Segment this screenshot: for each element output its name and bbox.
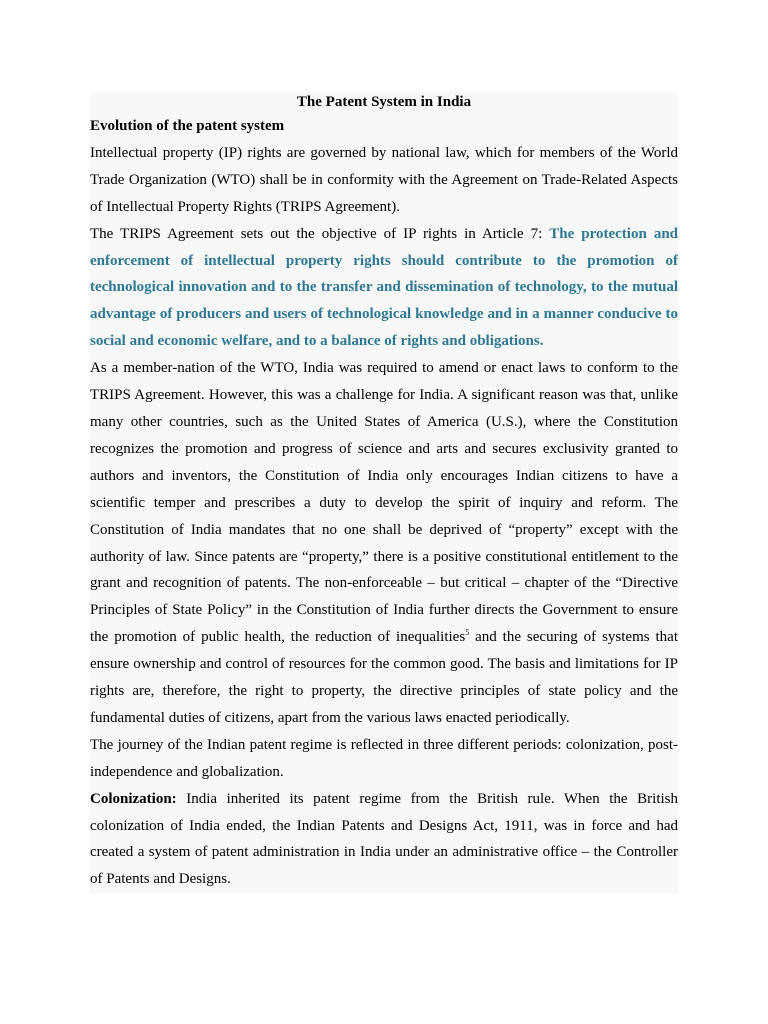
paragraph-trips-intro: The TRIPS Agreement sets out the objective of IP rights in Article 7:	[90, 225, 550, 242]
section-heading: Evolution of the patent system	[90, 118, 285, 134]
document-title: The Patent System in India	[296, 94, 472, 110]
paragraph-colonization	[90, 786, 678, 894]
colonization-label: Colonization:	[90, 790, 177, 807]
document-content	[90, 92, 678, 893]
paragraph-journey: The journey of the Indian patent regime is reflected in three different periods: colonization, post-independence and globalization.	[90, 736, 678, 780]
paragraph-ip-rights: Intellectual property (IP) rights are governed by national law, which for members of the World Trade Organization (WTO) shall be in conformity with the Agreement on Trade-Related Aspects of Intellectual Property Rights (TRIPS Agreement).	[90, 144, 678, 215]
paragraph-member-nation	[90, 355, 678, 732]
article-7-quote: The protection and enforcement of intellectual property rights should contribute to the promotion of technological innovation and to the transfer and dissemination of technology, to the mutual advantage of producers and users of technological knowledge and in a manner conducive to social and economic welfare, and to a balance of rights and obligations.	[90, 225, 678, 350]
paragraph-member-nation-part1: As a member-nation of the WTO, India was required to amend or enact laws to conform to the TRIPS Agreement. However, this was a challenge for India. A significant reason was that, unlike many other countries, such as the United States of America (U.S.), where the Constitution recognizes the promotion and progress of science and arts and secures exclusivity granted to authors and inventors, the Constitution of India only encourages Indian citizens to have a scientific temper and prescribes a duty to develop the spirit of inquiry and reform. The Constitution of India mandates that no one shall be deprived of “property” except with the authority of law. Since patents are “property,” there is a positive constitutional entitlement to the grant and recognition of patents. The non-enforceable – but critical – chapter of the “Directive Principles of State Policy” in the Constitution of India further directs the Government to ensure the promotion of public health, the reduction of inequalities	[90, 360, 678, 646]
paragraph-member-nation-part2: and the securing of systems that ensure ownership and control of resources for the common good. The basis and limitations for IP rights are, therefore, the right to property, the directive principles of state policy and the fundamental duties of citizens, apart from the various laws enacted periodically.	[90, 629, 678, 726]
paragraph-trips-objective	[90, 221, 678, 356]
footnote-marker[interactable]: 5	[465, 628, 470, 638]
colonization-text: India inherited its patent regime from the British rule. When the British colonization of India ended, the Indian Patents and Designs Act, 1911, was in force and had created a system of patent administration in India under an administrative office – the Controller of Patents and Designs.	[90, 790, 678, 888]
